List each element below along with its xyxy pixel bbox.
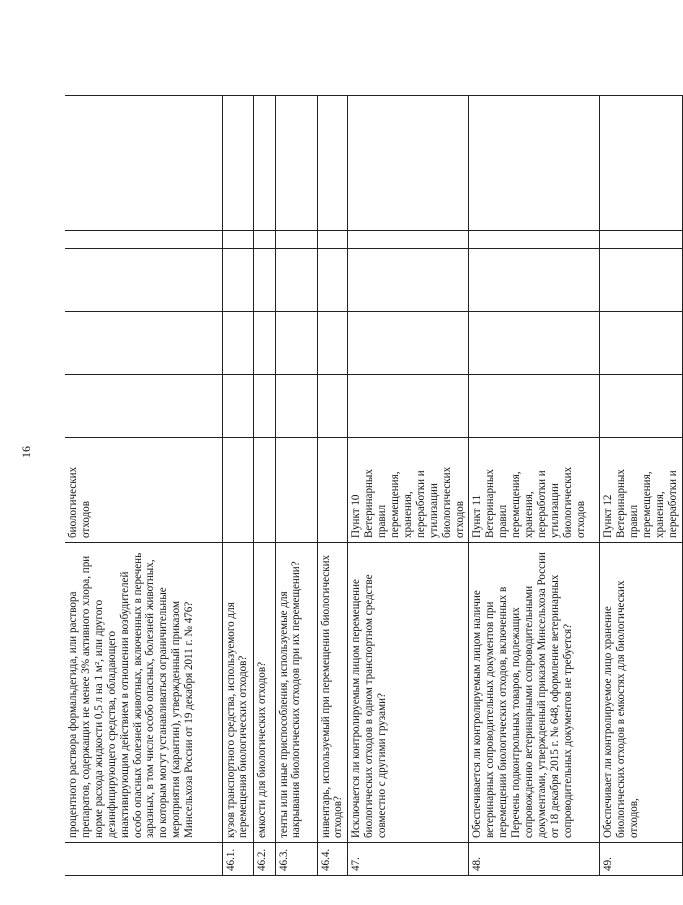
question-text: кузов транспортного средства, используемого для перемещения биологических отходов? <box>222 543 253 843</box>
answer-cell <box>317 231 348 249</box>
answer-cell <box>275 249 317 312</box>
legal-reference: биологических отходов <box>65 438 222 543</box>
answer-cell <box>253 249 275 312</box>
checklist-table-container <box>65 96 679 876</box>
question-text: тенты или иные приспособления, используемые для накрывания биологических отходов при их перемещении? <box>275 543 317 843</box>
answer-cell <box>469 231 600 249</box>
answer-cell <box>469 312 600 375</box>
answer-cell <box>253 231 275 249</box>
row-number: 46.1. <box>222 843 253 876</box>
row-number: 46.2. <box>253 843 275 876</box>
legal-reference <box>253 438 275 543</box>
answer-cell <box>317 375 348 438</box>
page-number: 16 <box>19 446 33 458</box>
row-number: 49. <box>600 843 682 876</box>
answer-cell <box>600 312 682 375</box>
answer-cell <box>222 312 253 375</box>
table-row <box>600 96 682 876</box>
table-row <box>253 96 275 876</box>
question-text: инвентарь, используемый при перемещении биологических отходов? <box>317 543 348 843</box>
answer-cell <box>348 312 469 375</box>
notes-cell <box>348 96 469 231</box>
row-number <box>65 843 222 876</box>
answer-cell <box>275 231 317 249</box>
notes-cell <box>253 96 275 231</box>
answer-cell <box>317 249 348 312</box>
row-number: 46.3. <box>275 843 317 876</box>
legal-reference <box>222 438 253 543</box>
table-row <box>348 96 469 876</box>
legal-reference: Пункт 12 Ветеринарных правил перемещения, хранения, переработки и <box>600 438 682 543</box>
answer-cell <box>65 375 222 438</box>
answer-cell <box>600 231 682 249</box>
answer-cell <box>348 249 469 312</box>
question-text: Обеспечивается ли контролируемым лицом наличие ветеринарных сопроводительных документов при перемещении биологических отходов, включенных в Перечень подконтрольных товаров, подлежащих сопровождению ветеринарными сопроводительными документами, утвержденный приказом Минсельхоза России от 18 декабря 2015 г. № 648, оформление ветеринарных сопроводительных документов не требуется? <box>469 543 600 843</box>
table-row <box>469 96 600 876</box>
checklist-table <box>65 95 683 876</box>
row-number: 46.4. <box>317 843 348 876</box>
notes-cell <box>600 96 682 231</box>
notes-cell <box>317 96 348 231</box>
notes-cell <box>275 96 317 231</box>
question-text: Обеспечивает ли контролируемое лицо хранение биологических отходов в емкостях для биологических отходов, <box>600 543 682 843</box>
answer-cell <box>348 231 469 249</box>
answer-cell <box>65 231 222 249</box>
answer-cell <box>65 312 222 375</box>
legal-reference: Пункт 11 Ветеринарных правил перемещения, хранения, переработки и утилизации биологических отходов <box>469 438 600 543</box>
answer-cell <box>317 312 348 375</box>
answer-cell <box>600 375 682 438</box>
answer-cell <box>275 312 317 375</box>
answer-cell <box>600 249 682 312</box>
question-text: Исключается ли контролируемым лицом перемещение биологических отходов в одном транспортном средстве совместно с другими грузами? <box>348 543 469 843</box>
answer-cell <box>275 375 317 438</box>
table-row <box>65 96 222 876</box>
notes-cell <box>65 96 222 231</box>
answer-cell <box>222 375 253 438</box>
row-number: 48. <box>469 843 600 876</box>
table-row <box>275 96 317 876</box>
legal-reference <box>317 438 348 543</box>
answer-cell <box>222 249 253 312</box>
notes-cell <box>469 96 600 231</box>
answer-cell <box>348 375 469 438</box>
answer-cell <box>469 375 600 438</box>
table-row <box>222 96 253 876</box>
answer-cell <box>253 312 275 375</box>
table-row <box>317 96 348 876</box>
answer-cell <box>253 375 275 438</box>
legal-reference <box>275 438 317 543</box>
answer-cell <box>469 249 600 312</box>
notes-cell <box>222 96 253 231</box>
question-text: процентного раствора формальдегида, или раствора препаратов, содержащих не менее 3% активного хлора, при норме расхода жидкости 0,5 л на 1 м², или другого дезинфицирующего средства, обладающего инактивирующим действием в отношении возбудителей особо опасных болезней животных, включенных в перечень заразных, в том числе особо опасных, болезней животных, по которым могут устанавливаться ограничительные мероприятия (карантин), утвержденный приказом Минсельхоза России от 19 декабря 2011 г. № 476? <box>65 543 222 843</box>
legal-reference: Пункт 10 Ветеринарных правил перемещения, хранения, переработки и утилизации биологических отходов <box>348 438 469 543</box>
row-number: 47. <box>348 843 469 876</box>
answer-cell <box>65 249 222 312</box>
answer-cell <box>222 231 253 249</box>
question-text: емкости для биологических отходов? <box>253 543 275 843</box>
